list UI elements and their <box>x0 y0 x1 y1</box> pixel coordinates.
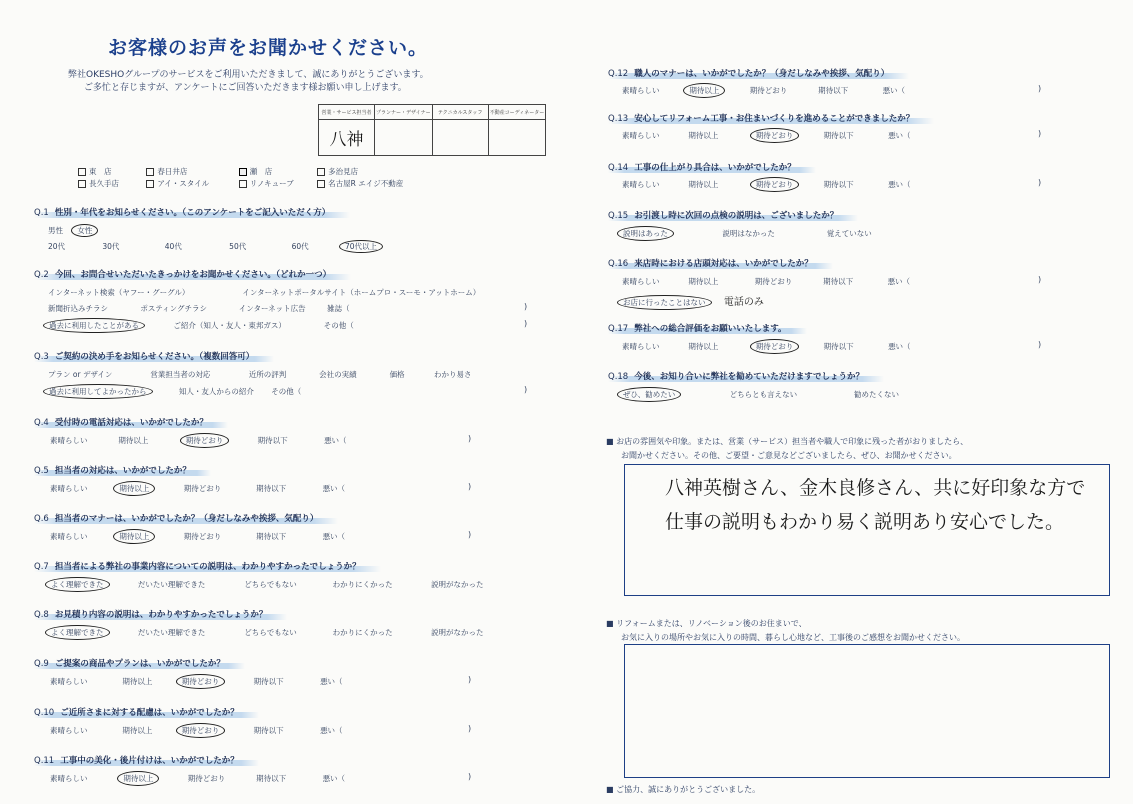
option-age[interactable]: 60代 <box>291 242 309 251</box>
q1-age-options <box>48 241 378 252</box>
option-selected[interactable]: 期待どおり <box>180 433 230 448</box>
option[interactable]: 雑誌（ <box>327 304 350 313</box>
q10-options <box>50 725 343 736</box>
q3-heading: Q.3 ご契約の決め手をお知らせください。（複数回答可） <box>34 350 274 362</box>
q1-heading: Q.1 性別・年代をお知らせください。（このアンケートをご記入いただく方） <box>34 206 350 218</box>
page-title: お客様のお声をお聞かせください。 <box>108 37 429 59</box>
option[interactable]: 期待以下 <box>256 774 287 783</box>
option[interactable]: 素晴らしい <box>50 677 88 686</box>
q14-heading: Q.14 工事の仕上がり具合は、いかがでしたか？ <box>608 161 816 173</box>
store-checkbox[interactable]: 長久手店 <box>78 178 144 189</box>
option[interactable]: 期待以下 <box>256 484 287 493</box>
option[interactable]: ポスティングチラシ <box>140 304 207 313</box>
option[interactable]: 悪い（ <box>322 774 346 783</box>
option[interactable]: 期待以下 <box>253 726 284 735</box>
option[interactable]: インターネット広告 <box>238 304 306 313</box>
option[interactable]: インターネット検索（ヤフー・グーグル） <box>48 288 190 297</box>
store-row-1 <box>78 166 358 177</box>
option[interactable]: どちらとも言えない <box>729 390 798 399</box>
q10-heading: Q.10 ご近所さまに対する配慮は、いかがでしたか？ <box>34 706 259 718</box>
option[interactable]: 説明がなかった <box>431 628 484 637</box>
q15-heading: Q.15 お引渡し時に次回の点検の説明は、ございましたか？ <box>608 209 858 221</box>
option-selected[interactable]: 期待以上 <box>113 481 155 496</box>
q8-options <box>50 627 484 638</box>
option[interactable]: 素晴らしい <box>50 484 88 493</box>
option[interactable]: 営業担当者の対応 <box>150 370 211 379</box>
option[interactable]: 期待以下 <box>253 677 284 686</box>
option[interactable]: 期待以下 <box>818 86 849 95</box>
q3-options-row1 <box>48 369 471 380</box>
option-selected[interactable]: お店に行ったことはない <box>617 295 712 310</box>
staff-header-realestate: 不動産コーディネーター <box>488 105 546 120</box>
option[interactable]: 素晴らしい <box>622 180 660 189</box>
q2-heading: Q.2 今回、お問合せいただいたきっかけをお聞かせください。（どれか一つ） <box>34 268 351 280</box>
q17-heading: Q.17 弊社への総合評価をお願いいたします。 <box>608 322 807 334</box>
option[interactable]: 期待以下 <box>823 277 854 286</box>
option[interactable]: 知人・友人からの紹介 <box>178 387 254 396</box>
option[interactable]: 説明はなかった <box>722 229 775 238</box>
option[interactable]: 悪い（ <box>882 86 906 95</box>
staff-sales-name: 八神 <box>319 120 375 156</box>
q6-heading: Q.6 担当者のマナーは、いかがでしたか？（身だしなみや挨拶、気配り） <box>34 512 338 524</box>
option[interactable]: 期待以下 <box>823 342 854 351</box>
option[interactable]: 覚えていない <box>826 229 872 238</box>
staff-header-planner: プランナー・デザイナー <box>375 105 433 120</box>
option-selected[interactable]: ぜひ、勧めたい <box>617 387 681 402</box>
option-selected[interactable]: 期待どおり <box>176 674 226 689</box>
comment1-prompt: ■ お店の雰囲気や印象。または、営業（サービス）担当者や職人で印象に残った者がおりましたら、 お聞かせください。その他、ご要望・ご意見などございましたら、ぜひ、お聞かせください。 <box>606 437 969 460</box>
q5-options <box>50 483 345 494</box>
comment1-handwriting-line2: 仕事の説明もわかり易く説明あり安心でした。 <box>665 511 1065 533</box>
option[interactable]: 悪い（ <box>322 532 346 541</box>
option[interactable]: 説明がなかった <box>431 580 484 589</box>
option-selected[interactable]: 期待どおり <box>750 177 800 192</box>
store-row-2 <box>78 178 403 189</box>
option-male[interactable]: 男性 <box>48 226 63 235</box>
store-checkbox[interactable]: アイ・スタイル <box>146 178 236 189</box>
q2-options-row1 <box>48 287 480 298</box>
option[interactable]: 価格 <box>389 370 405 379</box>
option[interactable]: インターネットポータルサイト（ホームプロ・スーモ・アットホーム） <box>242 288 481 297</box>
option[interactable]: 期待以上 <box>122 677 153 686</box>
q2-options-row2 <box>48 303 350 314</box>
option-age[interactable]: 20代 <box>48 242 66 251</box>
comment2-prompt: ■ リフォームまたは、リノベーション後のお住まいで、 お気に入りの場所やお気に入りの時間、暮らし心地など、工事後のご感想をお聞かせください。 <box>606 619 965 642</box>
q16-heading: Q.16 来店時における店頭対応は、いかがでしたか？ <box>608 257 833 269</box>
q12-heading: Q.12 職人のマナーは、いかがでしたか？（身だしなみや挨拶、気配り） <box>608 67 909 79</box>
q9-options <box>50 676 343 687</box>
option[interactable]: どちらでもない <box>244 580 297 589</box>
option[interactable]: 期待どおり <box>754 277 793 286</box>
option[interactable]: どちらでもない <box>244 628 297 637</box>
comment1-handwriting-line1: 八神英樹さん、金木良修さん、共に好印象な方で <box>665 477 1086 499</box>
option[interactable]: 悪い（ <box>320 677 343 686</box>
option[interactable]: 悪い（ <box>324 436 347 445</box>
option[interactable]: 期待以上 <box>118 436 149 445</box>
option-age[interactable]: 40代 <box>164 242 182 251</box>
option[interactable]: 期待以上 <box>688 342 719 351</box>
q5-heading: Q.5 担当者の対応は、いかがでしたか？ <box>34 464 211 476</box>
option[interactable]: 素晴らしい <box>622 342 660 351</box>
option[interactable]: 会社の実績 <box>319 370 357 379</box>
option[interactable]: 期待以上 <box>688 277 719 286</box>
option-age[interactable]: 30代 <box>102 242 120 251</box>
option-selected[interactable]: 期待以上 <box>117 771 159 786</box>
q7-options <box>50 579 484 590</box>
option[interactable]: 新聞折込みチラシ <box>48 304 108 313</box>
option-age[interactable]: 50代 <box>229 242 247 251</box>
option[interactable]: その他（ <box>271 387 302 396</box>
q1-gender-options <box>48 225 93 236</box>
q17-options <box>622 341 911 352</box>
option[interactable]: 期待どおり <box>183 484 222 493</box>
option[interactable]: プラン or デザイン <box>48 370 113 379</box>
q9-heading: Q.9 ご提案の商品やプランは、いかがでしたか？ <box>34 657 245 669</box>
option-selected[interactable]: 期待どおり <box>176 723 226 738</box>
option[interactable]: 期待以上 <box>122 726 153 735</box>
handwritten-note: 電話のみ <box>723 297 764 308</box>
option-selected[interactable]: 期待以上 <box>113 529 155 544</box>
comment2-box[interactable] <box>624 644 1110 778</box>
comment1-box[interactable] <box>624 464 1110 596</box>
staff-table <box>318 104 546 156</box>
option[interactable]: 素晴らしい <box>50 774 88 783</box>
option[interactable]: 素晴らしい <box>50 436 88 445</box>
option[interactable]: 素晴らしい <box>622 277 660 286</box>
option-selected[interactable]: 説明はあった <box>617 226 674 241</box>
store-checkbox[interactable]: リノキューブ <box>239 178 315 189</box>
staff-planner-name <box>375 120 433 156</box>
q14-options <box>622 179 911 190</box>
option[interactable]: 期待どおり <box>187 774 226 783</box>
option[interactable]: その他（ <box>323 321 354 330</box>
option[interactable]: 素晴らしい <box>50 532 88 541</box>
option[interactable]: 期待以下 <box>256 532 287 541</box>
option[interactable]: わかりにくかった <box>332 628 393 637</box>
store-checkbox-checked[interactable]: 瀬 店 <box>239 166 315 177</box>
option-selected[interactable]: 期待どおり <box>750 128 800 143</box>
option-female-selected[interactable]: 女性 <box>71 224 98 237</box>
store-checkbox[interactable]: 名古屋R エイジ不動産 <box>317 179 403 188</box>
q18-options <box>622 389 899 400</box>
q8-heading: Q.8 お見積り内容の説明は、わかりやすかったでしょうか？ <box>34 608 287 620</box>
q15-options <box>622 228 872 239</box>
q4-options <box>50 435 347 446</box>
store-checkbox[interactable]: 東 店 <box>78 166 144 177</box>
option[interactable]: 期待以上 <box>688 131 719 140</box>
q12-options <box>622 85 905 96</box>
option[interactable]: 悪い（ <box>887 277 911 286</box>
option-selected[interactable]: 期待どおり <box>750 339 800 354</box>
option[interactable]: 悪い（ <box>888 180 911 189</box>
option-selected[interactable]: 過去に利用したことがある <box>43 318 145 333</box>
option[interactable]: 期待以上 <box>688 180 719 189</box>
option[interactable]: ご紹介（知人・友人・東邦ガス） <box>173 321 286 330</box>
option[interactable]: 素晴らしい <box>622 86 660 95</box>
q16-extra <box>622 293 764 308</box>
q4-heading: Q.4 受付時の電話対応は、いかがでしたか？ <box>34 416 228 428</box>
intro-line-2: ご多忙と存じますが、アンケートにご回答いただきます様お願い申し上げます。 <box>84 83 407 93</box>
q11-options <box>50 773 345 784</box>
option[interactable]: だいたい理解できた <box>137 580 206 589</box>
option[interactable]: 素晴らしい <box>50 726 88 735</box>
option[interactable]: 勧めたくない <box>853 390 899 399</box>
option[interactable]: 悪い（ <box>322 484 346 493</box>
option[interactable]: 期待以下 <box>257 436 288 445</box>
option[interactable]: 悪い（ <box>320 726 343 735</box>
option-selected[interactable]: よく理解できた <box>45 625 110 640</box>
staff-technical-name <box>432 120 488 156</box>
option[interactable]: 悪い（ <box>888 342 911 351</box>
option-selected[interactable]: 過去に利用してよかったから <box>43 384 153 399</box>
q7-heading: Q.7 担当者による弊社の事業内容についての説明は、わかりやすかったでしょうか？ <box>34 560 381 572</box>
option-selected[interactable]: よく理解できた <box>45 577 110 592</box>
option[interactable]: 素晴らしい <box>622 131 660 140</box>
option[interactable]: 期待どおり <box>183 532 222 541</box>
option[interactable]: わかり易さ <box>433 370 472 379</box>
option[interactable]: だいたい理解できた <box>137 628 206 637</box>
q3-options-row2 <box>48 386 301 397</box>
intro-line-1: 弊社OKESHOグループのサービスをご利用いただきまして、誠にありがとうございます。 <box>68 70 429 80</box>
staff-realestate-name <box>488 120 546 156</box>
option[interactable]: 悪い（ <box>888 131 911 140</box>
option[interactable]: 近所の評判 <box>248 370 287 379</box>
q13-heading: Q.13 安心してリフォーム工事・お住まいづくりを進めることができましたか？ <box>608 112 934 124</box>
q13-options <box>622 130 911 141</box>
store-checkbox[interactable]: 多治見店 <box>317 167 358 176</box>
q16-options <box>622 276 910 287</box>
option[interactable]: 期待以下 <box>823 180 854 189</box>
option[interactable]: 期待以下 <box>823 131 854 140</box>
footer-thanks: ■ ご協力、誠にありがとうございました。 <box>606 785 761 794</box>
option[interactable]: わかりにくかった <box>332 580 393 589</box>
q6-options <box>50 531 345 542</box>
option[interactable]: 期待どおり <box>749 86 788 95</box>
q18-heading: Q.18 今後、お知り合いに弊社を勧めていただけますでしょうか？ <box>608 370 884 382</box>
staff-header-technical: テクニカルスタッフ <box>432 105 488 120</box>
q2-options-row3 <box>48 320 354 331</box>
option-age-selected[interactable]: 70代以上 <box>339 240 383 253</box>
option-selected[interactable]: 期待以上 <box>683 83 725 98</box>
staff-header-sales: 営業・サービス担当者 <box>319 105 375 120</box>
store-checkbox[interactable]: 春日井店 <box>146 166 236 177</box>
q11-heading: Q.11 工事中の美化・後片付けは、いかがでしたか？ <box>34 754 259 766</box>
